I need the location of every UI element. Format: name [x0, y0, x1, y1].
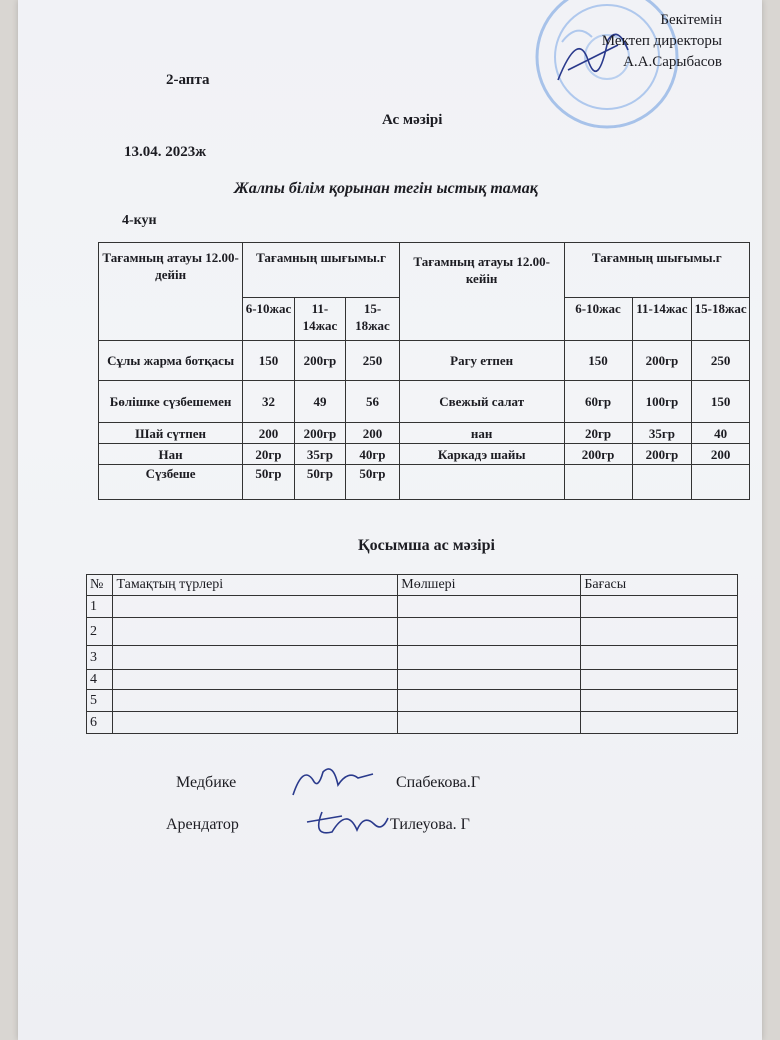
table-row	[87, 690, 738, 712]
extra-menu-table	[86, 574, 738, 734]
table-row	[99, 444, 750, 465]
yield-cell: 150	[564, 341, 632, 381]
menu-table	[98, 242, 750, 500]
nurse-role: Медбике	[176, 774, 237, 791]
empty-cell	[113, 690, 398, 712]
yield-cell: 49	[294, 381, 346, 423]
table-header-row	[87, 575, 738, 596]
empty-cell	[398, 618, 581, 646]
yield-cell: 50гр	[346, 465, 400, 500]
age-cell: 11-14жас	[632, 298, 692, 341]
table-row	[87, 618, 738, 646]
document-page	[18, 0, 762, 1040]
yield-cell: 40гр	[346, 444, 400, 465]
yield-cell: 200	[243, 423, 295, 444]
dish-before-noon: Нан	[99, 444, 243, 465]
col-amount: Мөлшері	[398, 575, 581, 596]
empty-cell	[398, 690, 581, 712]
table-row	[87, 712, 738, 734]
dish-before-noon: Шай сүтпен	[99, 423, 243, 444]
row-number: 5	[87, 690, 113, 712]
nurse-signature	[288, 760, 378, 800]
yield-cell: 200	[692, 444, 750, 465]
empty-cell	[398, 646, 581, 670]
yield-cell: 200	[346, 423, 400, 444]
head-right: Тағамның атауы 12.00-кейін	[399, 243, 564, 341]
empty-cell	[113, 670, 398, 690]
empty-cell	[581, 670, 738, 690]
nurse-name: Спабекова.Г	[396, 774, 481, 791]
dish-after-noon: Каркадэ шайы	[399, 444, 564, 465]
table-row	[87, 646, 738, 670]
empty-cell	[581, 712, 738, 734]
yield-cell: 150	[243, 341, 295, 381]
col-food-type: Тамақтың түрлері	[113, 575, 398, 596]
age-cell: 11-14жас	[294, 298, 346, 341]
col-price: Бағасы	[581, 575, 738, 596]
dish-after-noon: Свежый салат	[399, 381, 564, 423]
yield-cell: 200гр	[294, 341, 346, 381]
yield-cell: 60гр	[564, 381, 632, 423]
table-row	[99, 381, 750, 423]
yield-cell: 250	[346, 341, 400, 381]
approval-name: А.А.Сарыбасов	[623, 54, 722, 70]
head-yield-right: Тағамның шығымы.г	[564, 243, 749, 298]
dish-before-noon: Сүзбеше	[99, 465, 243, 500]
empty-cell	[113, 646, 398, 670]
yield-cell: 56	[346, 381, 400, 423]
yield-cell	[692, 465, 750, 500]
approval-position: Мектеп директоры	[601, 33, 722, 49]
dish-before-noon: Сұлы жарма ботқасы	[99, 341, 243, 381]
row-number: 2	[87, 618, 113, 646]
table-row	[87, 670, 738, 690]
menu-subtitle: Жалпы білім қорынан тегін ыстық тамақ	[234, 180, 538, 197]
yield-cell: 150	[692, 381, 750, 423]
age-cell: 6-10жас	[243, 298, 295, 341]
dish-after-noon	[399, 465, 564, 500]
row-number: 6	[87, 712, 113, 734]
approval-label: Бекітемін	[660, 12, 722, 28]
empty-cell	[581, 690, 738, 712]
yield-cell: 35гр	[294, 444, 346, 465]
age-cell: 6-10жас	[564, 298, 632, 341]
yield-cell	[564, 465, 632, 500]
row-number: 1	[87, 596, 113, 618]
tenant-name: Тилеуова. Г	[390, 816, 470, 833]
page-title: Ас мәзірі	[382, 112, 443, 128]
yield-cell: 200гр	[632, 444, 692, 465]
row-number: 3	[87, 646, 113, 670]
yield-cell: 50гр	[294, 465, 346, 500]
table-row	[99, 341, 750, 381]
empty-cell	[398, 670, 581, 690]
yield-cell: 50гр	[243, 465, 295, 500]
yield-cell: 35гр	[632, 423, 692, 444]
empty-cell	[581, 646, 738, 670]
empty-cell	[113, 596, 398, 618]
row-number: 4	[87, 670, 113, 690]
yield-cell: 250	[692, 341, 750, 381]
yield-cell: 40	[692, 423, 750, 444]
yield-cell: 200гр	[564, 444, 632, 465]
yield-cell: 200гр	[632, 341, 692, 381]
day-label: 4-кун	[122, 213, 157, 228]
tenant-role: Арендатор	[166, 816, 239, 833]
yield-cell: 20гр	[564, 423, 632, 444]
extra-menu-title: Қосымша ас мәзірі	[358, 537, 495, 554]
table-row	[99, 423, 750, 444]
tenant-signature	[302, 802, 392, 842]
age-cell: 15-18жас	[346, 298, 400, 341]
yield-cell: 100гр	[632, 381, 692, 423]
table-row	[99, 465, 750, 500]
empty-cell	[581, 618, 738, 646]
empty-cell	[113, 712, 398, 734]
date-label: 13.04. 2023ж	[124, 144, 207, 160]
yield-cell: 200гр	[294, 423, 346, 444]
empty-cell	[113, 618, 398, 646]
dish-after-noon: Рагу етпен	[399, 341, 564, 381]
dish-before-noon: Бөлішке сүзбешемен	[99, 381, 243, 423]
yield-cell: 32	[243, 381, 295, 423]
age-cell: 15-18жас	[692, 298, 750, 341]
week-label: 2-апта	[166, 72, 210, 88]
head-left: Тағамның атауы 12.00-дейін	[99, 243, 243, 341]
yield-cell: 20гр	[243, 444, 295, 465]
empty-cell	[581, 596, 738, 618]
yield-cell	[632, 465, 692, 500]
empty-cell	[398, 596, 581, 618]
table-row	[87, 596, 738, 618]
head-yield-left: Тағамның шығымы.г	[243, 243, 400, 298]
empty-cell	[398, 712, 581, 734]
approval-block	[602, 10, 722, 73]
dish-after-noon: нан	[399, 423, 564, 444]
col-number: №	[87, 575, 113, 596]
